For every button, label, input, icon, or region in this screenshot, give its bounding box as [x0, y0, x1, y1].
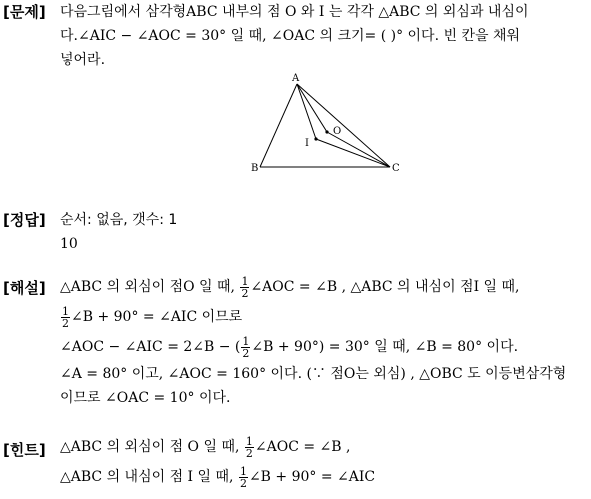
side-ab: [260, 84, 297, 167]
problem-line-1: 다음그림에서 삼각형ABC 내부의 점 O 와 I 는 각각 △ABC 의 외심과 내심이: [60, 4, 529, 20]
segment-ai: [297, 84, 316, 139]
point-i: [314, 137, 317, 140]
answer-value: 10: [60, 236, 78, 252]
fraction-half: $\frac{1}{2}$: [242, 334, 250, 360]
solution-label: [해설]: [3, 279, 46, 297]
segment-oc: [327, 132, 390, 167]
vertex-b-label: B: [251, 163, 259, 174]
segment-ao: [297, 84, 327, 132]
fraction-half: $\frac{1}{2}$: [239, 464, 247, 490]
hint-line-2: △ABC 의 내심이 점 I 일 때, $\frac{1}{2}$ ∠B + 90° = ∠AIC: [60, 464, 376, 490]
solution-line-2: $\frac{1}{2}$ ∠B + 90° = ∠AIC 이므로: [62, 304, 243, 330]
solution-line-4: ∠A = 80° 이고, ∠AOC = 160° 이다. (∵ 점O는 외심) , △OBC 도 이등변삼각형: [60, 366, 567, 382]
hint-line-1: △ABC 의 외심이 점 O 일 때, $\frac{1}{2}$ ∠AOC = ∠B ,: [60, 434, 351, 460]
vertex-a-label: A: [292, 73, 300, 84]
solution-line-3: ∠AOC − ∠AIC = 2∠B − ( $\frac{1}{2}$ ∠B + 90°) = 30° 일 때, ∠B = 80° 이다.: [60, 334, 519, 360]
fraction-half: $\frac{1}{2}$: [245, 434, 253, 460]
hint-label: [힌트]: [3, 441, 46, 459]
point-o-label: O: [333, 126, 342, 137]
segment-ic: [316, 139, 390, 167]
fraction-half: $\frac{1}{2}$: [62, 304, 69, 330]
solution-line-1: △ABC 의 외심이 점O 일 때, $\frac{1}{2}$ ∠AOC = ∠B , △ABC 의 내심이 점I 일 때,: [60, 274, 520, 300]
vertex-c-label: C: [392, 163, 400, 174]
point-o: [325, 130, 328, 133]
problem-line-2: 다.∠AIC − ∠AOC = 30° 일 때, ∠OAC 의 크기= ( )° 이다. 빈 칸을 채워: [60, 28, 520, 44]
answer-label: [정답]: [3, 211, 46, 229]
side-ac: [297, 84, 390, 167]
problem-label: [문제]: [3, 3, 46, 21]
fraction-half: $\frac{1}{2}$: [241, 274, 249, 300]
point-i-label: I: [305, 138, 309, 149]
solution-line-5: 이므로 ∠OAC = 10° 이다.: [60, 390, 231, 406]
problem-line-3: 넣어라.: [60, 52, 106, 68]
answer-line-1: 순서: 없음, 갯수: 1: [60, 212, 178, 228]
